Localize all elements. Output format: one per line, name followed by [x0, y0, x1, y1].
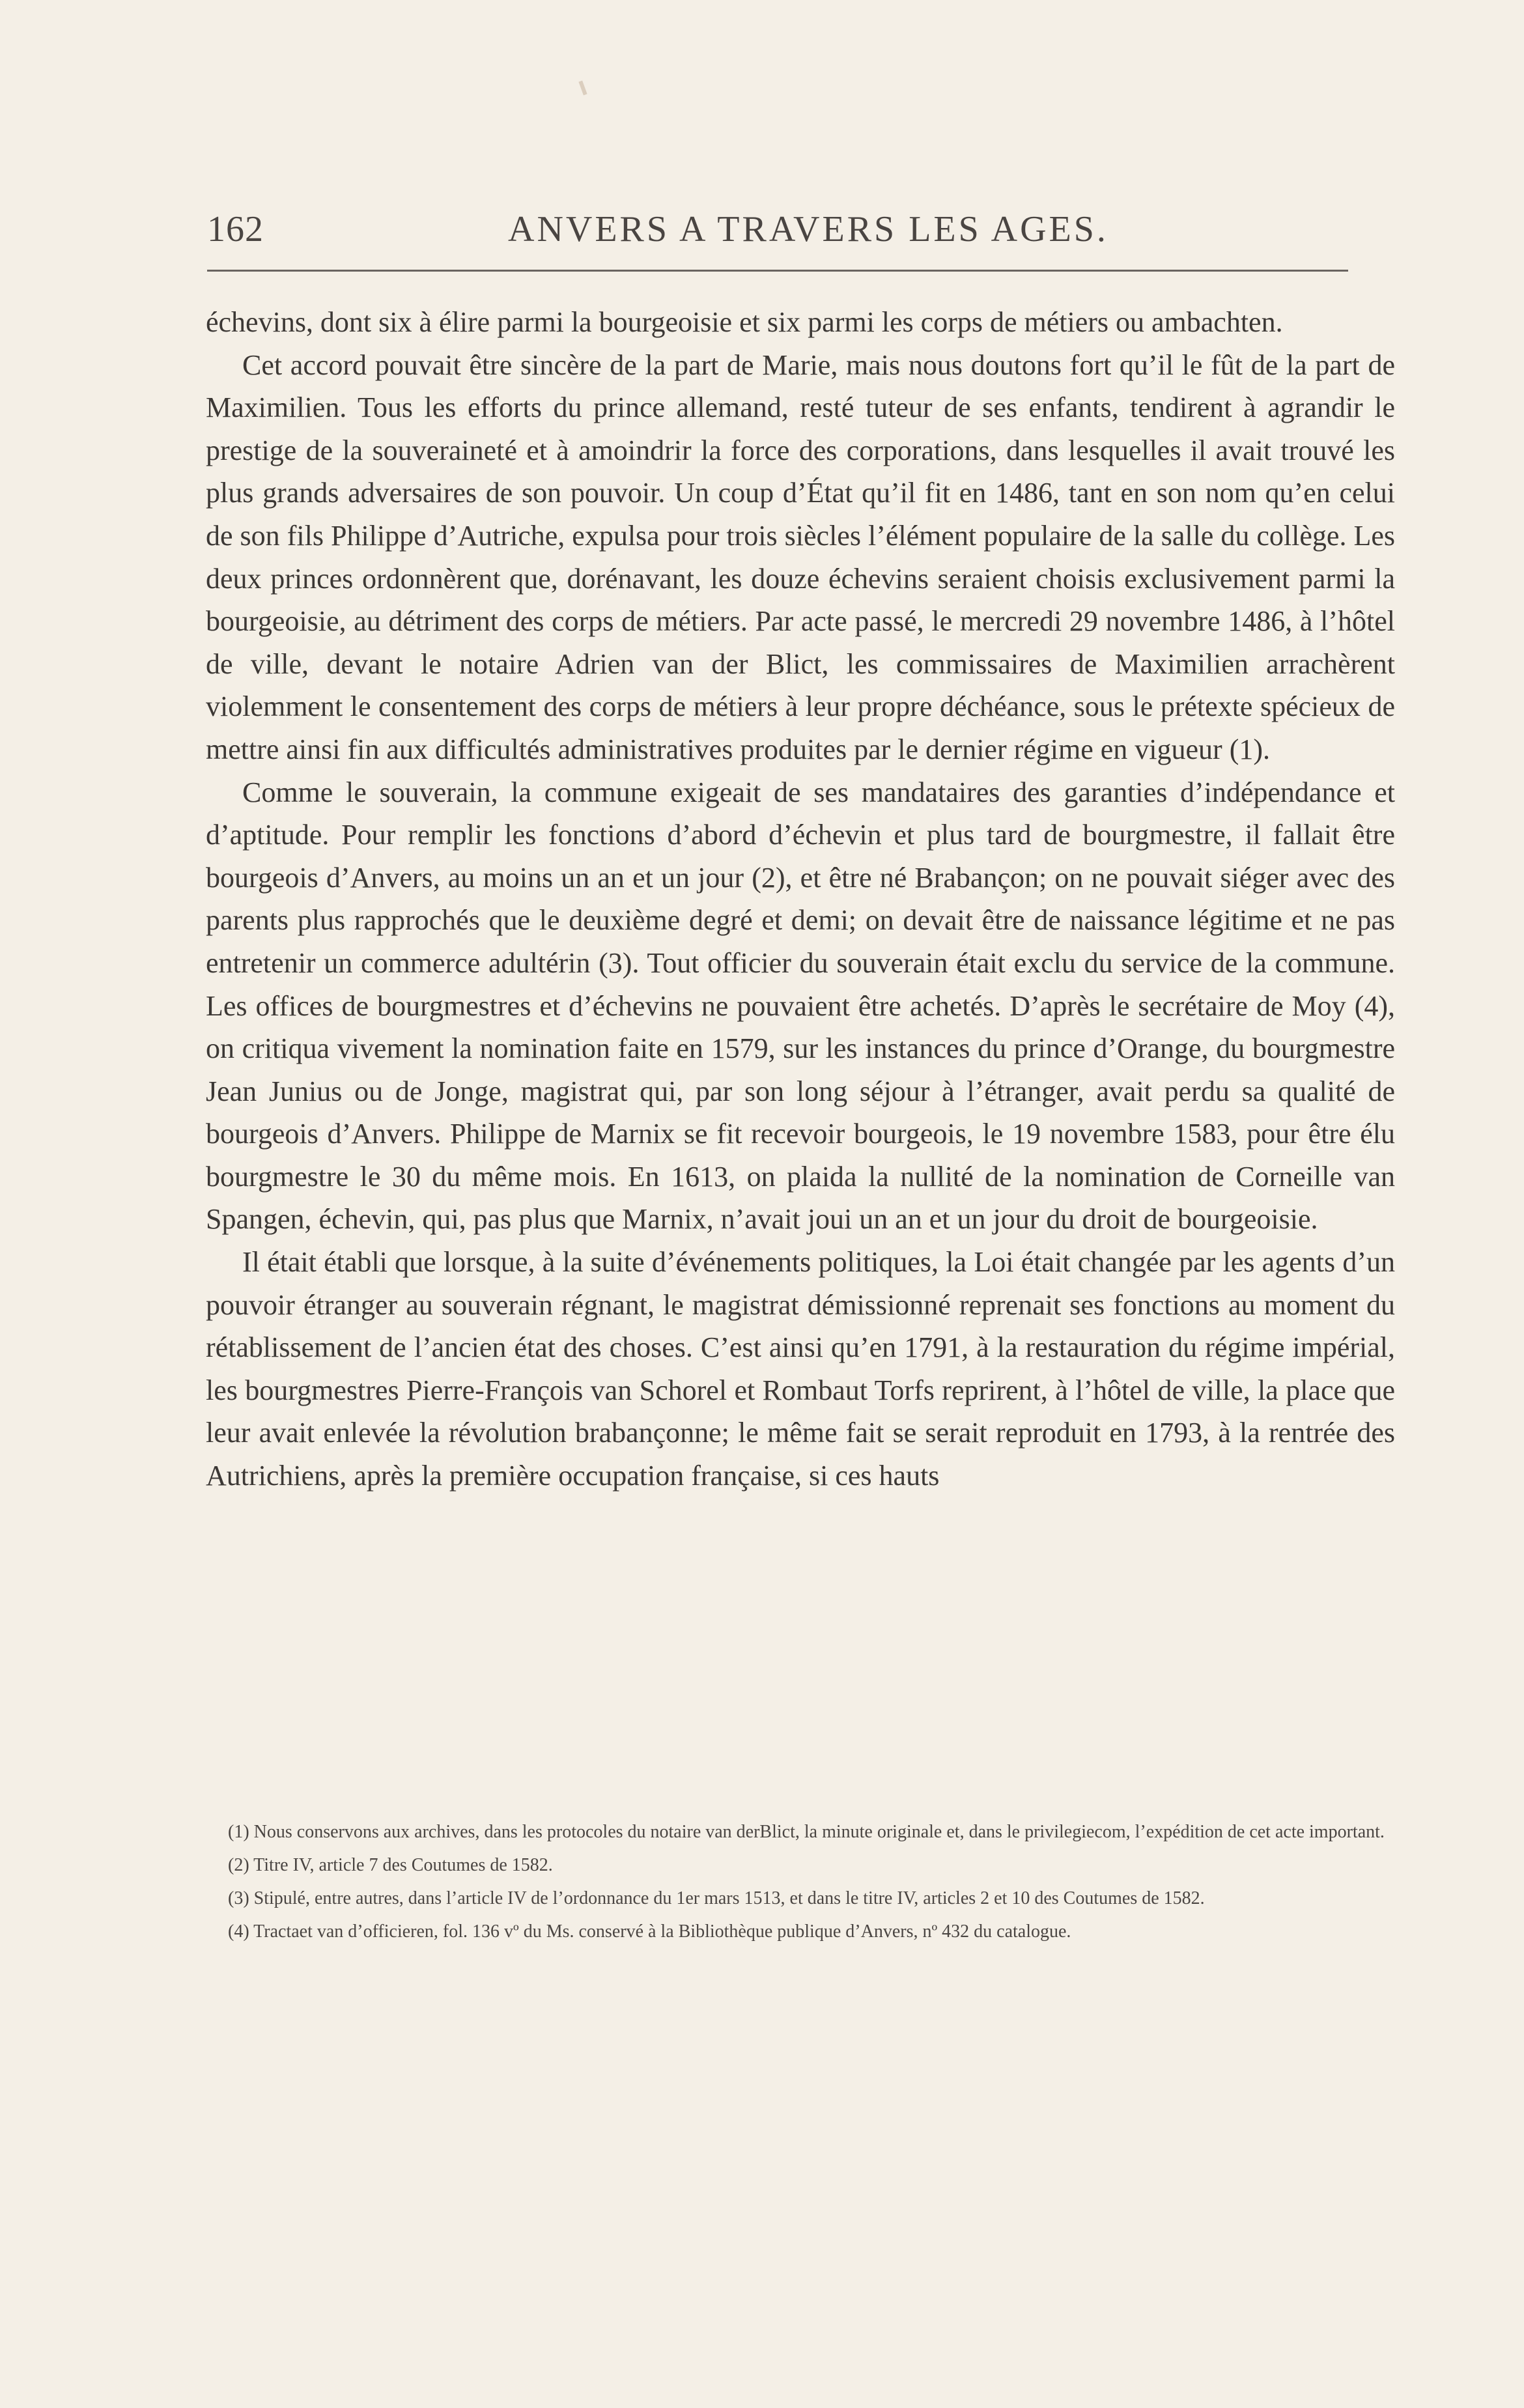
paragraph-3: Comme le souverain, la commune exigeait de ses mandataires des garanties d’indépendance et d’aptitude. Pour remplir les fonctions d’abord d’échevin et plus tard de bourgmestre, il fallait être bourgeois d’Anvers, au moins un an et un jour (2), et être né Brabançon; on ne pouvait siéger avec des parents plus rapprochés que le deuxième degré et demi; on devait être de naissance légitime et ne pas entretenir un commerce adultérin (3). Tout officier du souverain était exclu du service de la commune. Les offices de bourgmestres et d’échevins ne pouvaient être achetés. D’après le secrétaire de Moy (4), on critiqua vivement la nomination faite en 1579, sur les instances du prince d’Orange, du bourgmestre Jean Junius ou de Jonge, magistrat qui, par son long séjour à l’étranger, avait perdu sa qualité de bourgeois d’Anvers. Philippe de Marnix se fit recevoir bourgeois, le 19 novembre 1583, pour être élu bourgmestre le 30 du même mois. En 1613, on plaida la nullité de la nomination de Corneille van Spangen, échevin, qui, pas plus que Marnix, n’avait joui un an et un jour du droit de bourgeoisie. [206, 776, 1395, 1236]
paragraph-4: Il était établi que lorsque, à la suite d’événements politiques, la Loi était changée par les agents d’un pouvoir étranger au souverain régnant, le magistrat démissionné reprenait ses fonctions au moment du rétablissement de l’ancien état des choses. C’est ainsi qu’en 1791, à la restauration du régime impérial, les bourgmestres Pierre-François van Schorel et Rombaut Torfs reprirent, à l’hôtel de ville, la place que leur avait enlevée la révolution brabançonne; le même fait se serait reproduit en 1793, à la rentrée des Autrichiens, après la première occupation française, si ces hauts [206, 1246, 1395, 1492]
header-rule [207, 270, 1348, 272]
page-number: 162 [207, 209, 264, 249]
main-text [206, 301, 1395, 1497]
footnote-2: (2) Titre IV, article 7 des Coutumes de 1582. [228, 1855, 553, 1875]
footnotes [206, 1820, 1398, 1953]
ink-speck [578, 81, 587, 96]
footnote-4: (4) Tractaet van d’officieren, fol. 136 vº du Ms. conservé à la Bibliothèque publique d’Anvers, nº 432 du catalogue. [228, 1921, 1071, 1942]
paragraph-2: Cet accord pouvait être sincère de la part de Marie, mais nous doutons fort qu’il le fût de la part de Maximilien. Tous les efforts du prince allemand, resté tuteur de ses enfants, tendirent à agrandir le prestige de la souveraineté et à amoindrir la force des corporations, dans lesquelles il avait trouvé les plus grands adversaires de son pouvoir. Un coup d’État qu’il fit en 1486, tant en son nom qu’en celui de son fils Philippe d’Autriche, expulsa pour trois siècles l’élément populaire de la salle du collège. Les deux princes ordonnèrent que, dorénavant, les douze échevins seraient choisis exclusivement parmi la bourgeoisie, au détriment des corps de métiers. Par acte passé, le mercredi 29 novembre 1486, à l’hôtel de ville, devant le notaire Adrien van der Blict, les commissaires de Maximilien arrachèrent violemment le consentement des corps de métiers à leur propre déchéance, sous le prétexte spécieux de mettre ainsi fin aux difficultés administratives produites par le dernier régime en vigueur (1). [206, 348, 1395, 765]
paragraph-1: échevins, dont six à élire parmi la bourgeoisie et six parmi les corps de métiers ou ambachten. [206, 306, 1283, 338]
footnote-1: (1) Nous conservons aux archives, dans les protocoles du notaire van derBlict, la minute originale et, dans le privilegiecom, l’expédition de cet acte important. [228, 1822, 1385, 1842]
running-title: ANVERS A TRAVERS LES AGES. [508, 209, 1108, 249]
page-header [207, 206, 1347, 258]
footnote-3: (3) Stipulé, entre autres, dans l’article IV de l’ordonnance du 1er mars 1513, et dans le titre IV, articles 2 et 10 des Coutumes de 1582. [228, 1888, 1205, 1908]
